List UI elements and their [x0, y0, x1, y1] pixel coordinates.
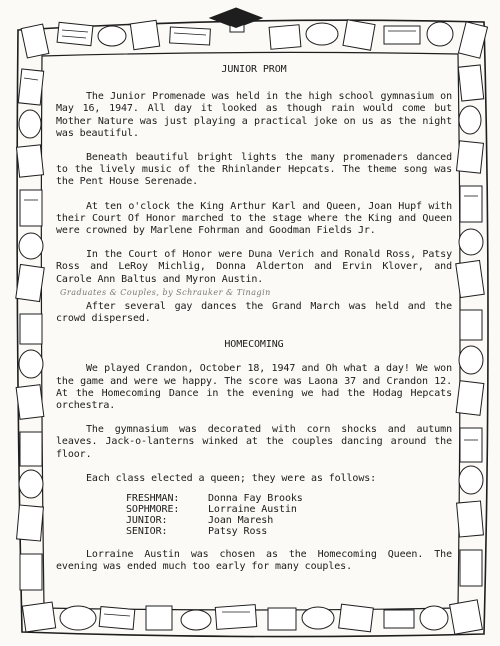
article-body: [56, 64, 452, 585]
junior-prom-closing: After several gay dances the Grand March was held and the crowd dispersed.: [56, 300, 452, 325]
homecoming-title: HOMECOMING: [224, 339, 284, 351]
queen-name: Donna Fay Brooks: [208, 493, 303, 505]
junior-prom-paragraph: Beneath beautiful bright lights the many promenaders danced to the lively music of the Rhinlander Hepcats. The theme song was the Pent House Serenade.: [56, 152, 452, 188]
handwritten-note: Graduates & Couples, by Schrauker & Tinagin: [60, 287, 271, 297]
junior-prom-paragraph: At ten o'clock the King Arthur Karl and Queen, Joan Hupf with their Court Of Honor marched to the stage where the King and Queen were crowned by Marlene Fohrman and Goodman Fields Jr.: [56, 200, 452, 237]
junior-prom-title: JUNIOR PROM: [221, 64, 287, 75]
queen-name: Joan Maresh: [208, 515, 274, 527]
list-item: [126, 504, 452, 515]
queen-name: Lorraine Austin: [208, 504, 297, 516]
queen-class: JUNIOR:: [126, 515, 168, 527]
homecoming-paragraph: The gymnasium was decorated with corn shocks and autumn leaves. Jack-o-lanterns winked at the couples dancing around the floor.: [56, 424, 452, 460]
queen-class: SOPHMORE:: [126, 504, 180, 516]
homecoming-closing: Lorraine Austin was chosen as the Homecoming Queen. The evening was ended much too early for many couples.: [56, 549, 452, 573]
list-item: [126, 526, 452, 537]
queen-class: FRESHMAN:: [126, 493, 180, 505]
junior-prom-paragraph: The Junior Promenade was held in the high school gymnasium on May 16, 1947. All day it looked as though rain would come but Mother Nature was just playing a practical joke on us as the night was beautiful.: [56, 91, 452, 139]
queen-class: SENIOR:: [126, 526, 168, 538]
list-item: [126, 515, 452, 526]
list-item: [126, 493, 452, 504]
homecoming-paragraph: We played Crandon, October 18, 1947 and Oh what a day! We won the game and were we happy. The score was Laona 37 and Crandon 12. At the Homecoming Dance in the evening we had the Hodag Hepcats orchestra.: [56, 363, 452, 412]
queen-name: Patsy Ross: [208, 526, 268, 538]
homecoming-paragraph: Each class elected a queen; they were as follows:: [86, 472, 377, 484]
junior-prom-paragraph: In the Court of Honor were Duna Verich and Ronald Ross, Patsy Ross and LeRoy Michlig, Donna Alderton and Ervin Klover, and Carole Ann Baltus and Myron Austin.: [56, 249, 452, 285]
queens-list: [126, 493, 452, 537]
